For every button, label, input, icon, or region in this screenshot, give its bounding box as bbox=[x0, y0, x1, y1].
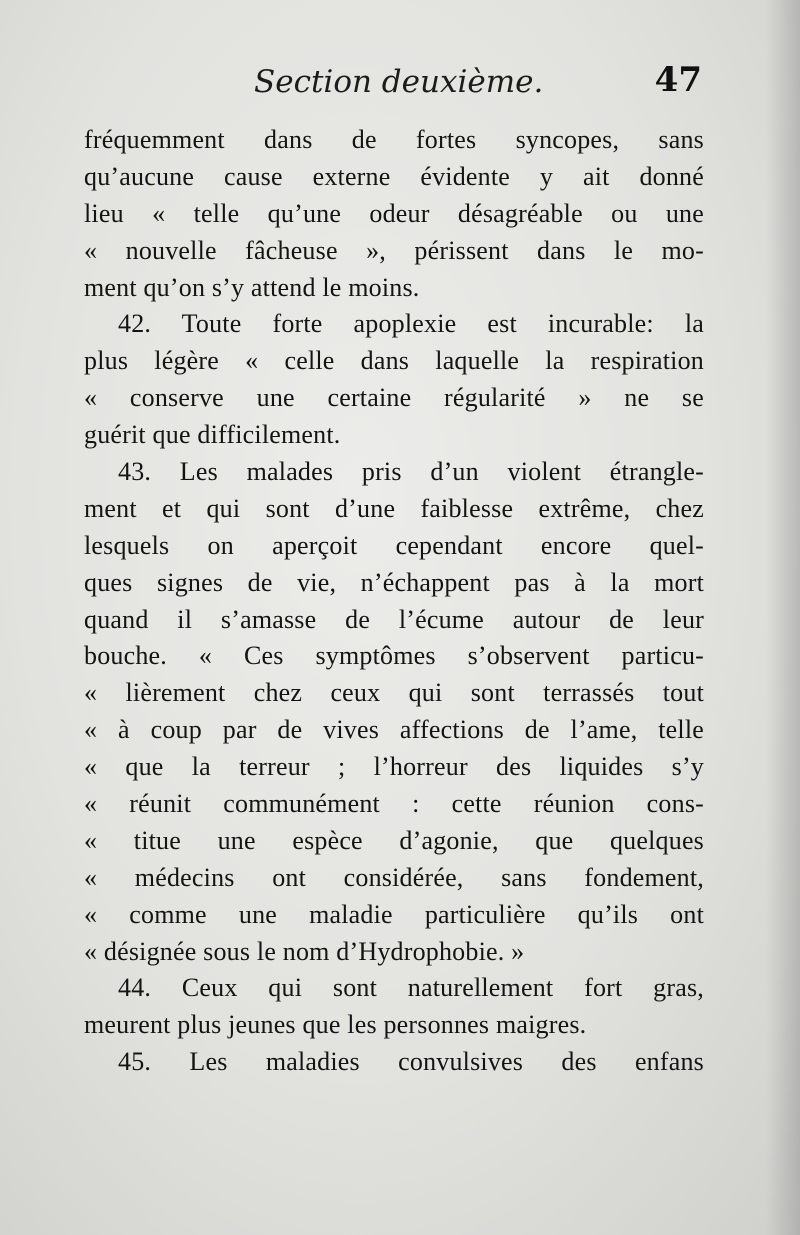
text-line-23: « désignée sous le nom d’Hydrophobie. » bbox=[84, 936, 525, 966]
text-line-4: « nouvelle fâcheuse », périssent dans le mo- bbox=[84, 235, 704, 265]
text-line-11: ment et qui sont d’une faiblesse extrême, chez bbox=[84, 493, 704, 523]
text-line-1: fréquemment dans de fortes syncopes, sans bbox=[84, 125, 704, 154]
text-line-8: « conserve une certaine régularité » ne se bbox=[84, 383, 704, 413]
text-line-24: 44. Ceux qui sont naturellement fort gras, bbox=[118, 973, 704, 1003]
text-line-14: quand il s’amasse de l’écume autour de leur bbox=[84, 604, 704, 634]
body-text bbox=[84, 122, 704, 1081]
text-line-25: meurent plus jeunes que les personnes maigres. bbox=[84, 1010, 587, 1040]
text-line-13: ques signes de vie, n’échappent pas à la mort bbox=[84, 567, 704, 597]
text-line-18: « que la terreur ; l’horreur des liquides s’y bbox=[84, 752, 704, 782]
text-line-2: qu’aucune cause externe évidente y ait donné bbox=[84, 161, 704, 191]
text-line-15: bouche. « Ces symptômes s’observent particu- bbox=[84, 641, 704, 671]
page-edge-shadow bbox=[766, 0, 800, 1235]
text-line-19: « réunit communément : cette réunion cons- bbox=[84, 789, 704, 819]
text-line-26: 45. Les maladies convulsives des enfans bbox=[118, 1047, 704, 1077]
page-number: 47 bbox=[654, 60, 702, 100]
text-line-6: 42. Toute forte apoplexie est incurable: la bbox=[118, 309, 704, 339]
text-line-16: « lièrement chez ceux qui sont terrassés tout bbox=[84, 678, 704, 708]
text-line-3: lieu « telle qu’une odeur désagréable ou une bbox=[84, 198, 704, 228]
text-line-12: lesquels on aperçoit cependant encore quel- bbox=[84, 530, 704, 560]
text-line-10: 43. Les malades pris d’un violent étrangle- bbox=[118, 457, 704, 487]
running-title: Section deuxième. bbox=[254, 64, 544, 100]
text-line-7: plus légère « celle dans laquelle la respiration bbox=[84, 346, 704, 376]
text-line-17: « à coup par de vives affections de l’ame, telle bbox=[84, 715, 704, 745]
text-line-5: ment qu’on s’y attend le moins. bbox=[84, 272, 420, 302]
text-line-20: « titue une espèce d’agonie, que quelques bbox=[84, 825, 704, 855]
text-line-22: « comme une maladie particulière qu’ils ont bbox=[84, 899, 704, 929]
page-header bbox=[84, 60, 704, 108]
text-line-9: guérit que difficilement. bbox=[84, 420, 341, 450]
text-line-21: « médecins ont considérée, sans fondement, bbox=[84, 862, 704, 892]
